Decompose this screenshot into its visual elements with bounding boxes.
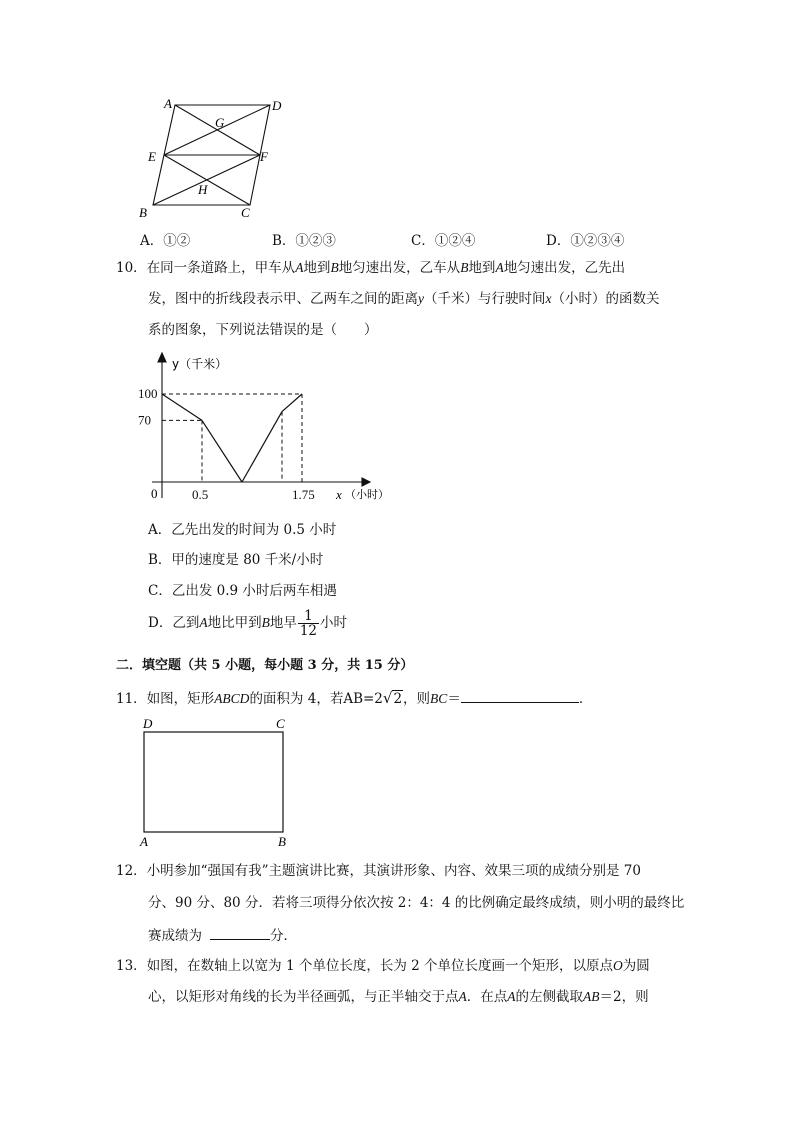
y-axis-label: y（千米） [172, 357, 228, 371]
fraction [298, 609, 319, 638]
q12-text: 分． [270, 928, 297, 944]
q9-option-d: D．①②③④ [546, 233, 625, 249]
q10-line-1 [116, 258, 625, 278]
q10-number: 10． [116, 260, 147, 276]
q10-text: 发，图中的折线段表示甲、乙两车之间的距离 [148, 291, 418, 307]
q10-text: （小时）的函数关 [551, 291, 660, 307]
q11-text: ，则 [403, 691, 431, 707]
sqrt-argument: 2 [393, 691, 403, 707]
q13-line-1 [116, 956, 650, 976]
q10-var-a: A [295, 260, 304, 275]
q13-var: O [613, 958, 623, 973]
graph-segment [202, 420, 242, 482]
q13-var: A [458, 989, 467, 1004]
q11-text: ＝ [447, 691, 461, 707]
q12-line-1 [116, 861, 641, 881]
q10-text: 地匀速出发，乙先出 [503, 260, 626, 276]
label-B: B [139, 205, 147, 220]
q10-text: 在同一条道路上，甲车从 [146, 260, 296, 276]
fraction-denominator: 12 [299, 623, 318, 639]
graph-segment [242, 412, 282, 482]
q11-text: 如图，矩形 [146, 691, 215, 707]
q10-option-c: C．乙出发 0.9 小时后两车相遇 [148, 583, 337, 599]
label-C: C [241, 205, 250, 220]
fraction-numerator: 1 [298, 609, 319, 624]
q11-number: 11． [116, 691, 147, 707]
q10-line-2 [148, 289, 660, 309]
rectangle-abcd [144, 732, 283, 832]
q12-text: 赛成绩为 [148, 928, 202, 944]
q10-text: 地到 [468, 260, 496, 276]
q13-var: A [507, 989, 516, 1004]
label-B: B [278, 834, 286, 849]
q12-line-3 [148, 925, 297, 946]
q12-text: 小明参加“强国有我”主题演讲比赛，其演讲形象、内容、效果三项的成绩分别是 70 [146, 863, 641, 879]
q10-var-b: B [330, 260, 339, 275]
origin-label: 0 [151, 486, 158, 501]
q10-text: 地到 [303, 260, 331, 276]
q13-text: 如图，在数轴上以宽为 1 个单位长度，长为 2 个单位长度画一个矩形，以原点 [146, 958, 614, 974]
x-axis-variable: x [336, 487, 342, 502]
q10-text: （千米）与行驶时间 [424, 291, 546, 307]
parallelogram-figure [135, 95, 295, 225]
label-C: C [276, 716, 285, 731]
q10-line-3: 系的图象，下列说法错误的是（ ） [148, 322, 378, 338]
q11-text: 的面积为 4，若AB=2 [249, 691, 383, 707]
q11-var: ABCD [214, 691, 250, 706]
segment-BF [153, 155, 260, 205]
sqrt-sign: √ [382, 689, 393, 707]
q10-opt-d-var: A [199, 615, 208, 630]
label-D: D [272, 98, 282, 113]
q10-opt-d-text: 小时 [320, 615, 348, 631]
q11-var: BC [430, 691, 448, 706]
segment-ED [164, 105, 270, 155]
q13-line-2 [148, 987, 649, 1007]
q10-opt-d-var: B [261, 615, 270, 630]
x-axis-unit: （小时） [345, 488, 389, 501]
answer-blank[interactable] [210, 925, 270, 940]
q13-text: 的左侧截取 [515, 989, 583, 1005]
q10-option-b: B．甲的速度是 80 千米/小时 [148, 552, 324, 568]
q13-text: 为圆 [622, 958, 650, 974]
q11-line-1 [116, 688, 592, 709]
q12-number: 12． [116, 863, 147, 879]
q9-option-b: B．①②③ [272, 233, 336, 249]
label-H: H [198, 182, 208, 197]
q10-var-y: y [418, 291, 424, 306]
x-tick-label: 0.5 [192, 487, 209, 502]
graph-segment [162, 394, 202, 420]
q13-text: ．在点 [466, 989, 508, 1005]
y-tick-label: 100 [138, 386, 158, 401]
distance-time-graph [140, 348, 410, 508]
label-D: D [143, 716, 153, 731]
q10-var-x: x [545, 291, 552, 306]
q10-var-b: B [460, 260, 469, 275]
answer-blank[interactable] [461, 688, 579, 703]
q10-text: 地匀速出发，乙车从 [338, 260, 461, 276]
q9-option-a: A．①② [140, 233, 191, 249]
label-A: A [164, 96, 172, 111]
q13-var: AB [583, 989, 600, 1004]
q11-text: ． [578, 691, 593, 707]
q10-var-a: A [495, 260, 504, 275]
x-axis-arrow [362, 478, 370, 486]
label-F: F [260, 149, 268, 164]
q13-number: 13． [116, 958, 147, 974]
q12-line-2: 分、90 分、80 分．若将三项得分依次按 2：4：4 的比例确定最终成绩，则小明的最终比 [148, 895, 685, 911]
q10-opt-d-text: D．乙到 [148, 615, 200, 631]
x-tick-label: 1.75 [292, 487, 315, 502]
q10-opt-d-text: 地早 [269, 615, 297, 631]
label-E: E [148, 149, 156, 164]
graph-segment [282, 394, 302, 412]
q13-text: ＝2，则 [599, 989, 649, 1005]
q9-option-c: C．①②④ [411, 233, 476, 249]
q10-opt-d-text: 地比甲到 [207, 615, 262, 631]
q10-option-a: A．乙先出发的时间为 0.5 小时 [148, 522, 337, 538]
y-tick-label: 70 [138, 412, 151, 428]
q10-option-d [148, 606, 347, 640]
rectangle-figure [136, 714, 296, 852]
y-axis-arrow [158, 353, 166, 362]
q13-text: 心，以矩形对角线的长为半径画弧，与正半轴交于点 [148, 989, 459, 1005]
label-A: A [140, 834, 148, 849]
label-G: G [215, 115, 225, 130]
section-title: 二．填空题（共 5 小题，每小题 3 分，共 15 分） [116, 658, 414, 673]
